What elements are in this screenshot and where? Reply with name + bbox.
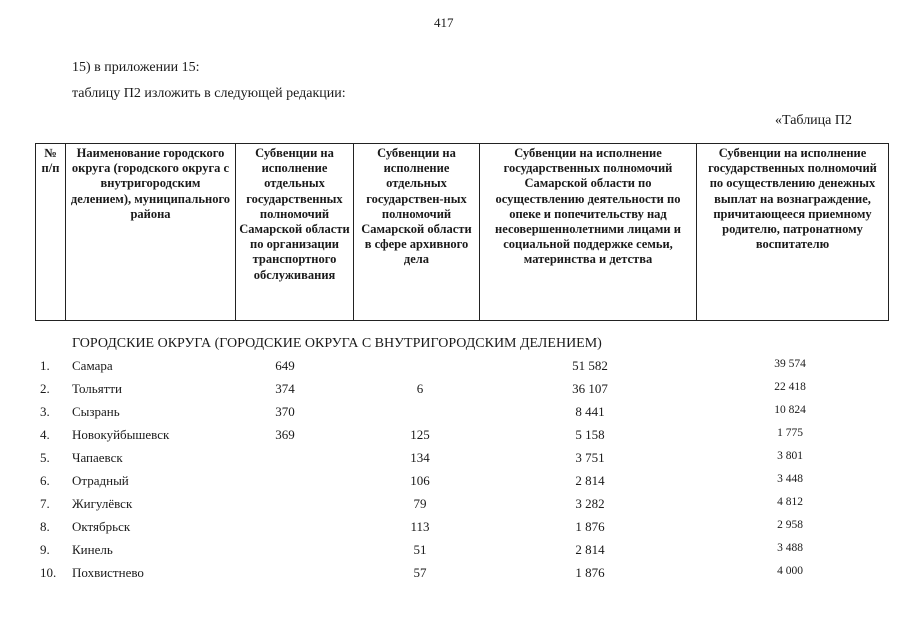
row-guardianship-value: 1 876 (575, 565, 605, 580)
row-archive-value: 106 (410, 473, 430, 488)
row-foster-payments-value: 3 488 (777, 542, 803, 554)
row-archive-value: 6 (416, 381, 424, 396)
table-row (0, 542, 905, 562)
row-name: Кинель (72, 542, 113, 557)
row-archive-value: 51 (413, 542, 427, 557)
row-guardianship-value: 2 814 (575, 473, 605, 488)
row-foster-payments-value: 39 574 (774, 358, 806, 370)
row-archive-value: 113 (410, 519, 430, 534)
table-row (0, 427, 905, 447)
row-number: 3. (40, 404, 50, 419)
intro-text-line-2: таблицу П2 изложить в следующей редакции: (72, 86, 346, 101)
row-name: Тольятти (72, 381, 123, 396)
table-header (35, 143, 889, 321)
table-row (0, 496, 905, 516)
intro-text-line-1: 15) в приложении 15: (72, 60, 200, 75)
row-number: 7. (40, 496, 50, 511)
table-row (0, 381, 905, 401)
header-num: № п/п (36, 144, 66, 321)
table-row (0, 404, 905, 424)
row-name: Жигулёвск (72, 496, 133, 511)
row-guardianship-value: 8 441 (575, 404, 605, 419)
row-guardianship-value: 3 751 (575, 450, 605, 465)
row-number: 9. (40, 542, 50, 557)
row-transport-value: 369 (275, 427, 295, 442)
row-foster-payments-value: 10 824 (774, 404, 806, 416)
row-foster-payments-value: 22 418 (774, 381, 806, 393)
row-foster-payments-value: 2 958 (777, 519, 803, 531)
row-transport-value: 649 (275, 358, 295, 373)
row-archive-value: 125 (410, 427, 430, 442)
table-row (0, 473, 905, 493)
row-name: Самара (72, 358, 113, 373)
row-number: 8. (40, 519, 50, 534)
table-row (0, 450, 905, 470)
row-guardianship-value: 36 107 (572, 381, 608, 396)
row-archive-value: 57 (413, 565, 427, 580)
table-row (0, 565, 905, 585)
row-foster-payments-value: 4 000 (777, 565, 803, 577)
row-transport-value: 370 (275, 404, 295, 419)
row-foster-payments-value: 3 801 (777, 450, 803, 462)
header-foster-payments: Субвенции на исполнение государственных полномочий по осуществлению денежных выплат на вознаграждение, причитающееся приемному родителю, патронатному воспитателю (697, 144, 889, 321)
row-guardianship-value: 2 814 (575, 542, 605, 557)
row-number: 6. (40, 473, 50, 488)
table-caption: «Таблица П2 (775, 113, 852, 128)
row-name: Чапаевск (72, 450, 123, 465)
row-archive-value: 79 (413, 496, 427, 511)
row-number: 5. (40, 450, 50, 465)
row-number: 2. (40, 381, 50, 396)
row-number: 4. (40, 427, 50, 442)
row-foster-payments-value: 4 812 (777, 496, 803, 508)
row-archive-value: 134 (410, 450, 430, 465)
row-number: 10. (40, 565, 57, 580)
row-foster-payments-value: 1 775 (777, 427, 803, 439)
row-name: Отрадный (72, 473, 129, 488)
row-guardianship-value: 51 582 (572, 358, 608, 373)
header-transport: Субвенции на исполнение отдельных государственных полномочий Самарской области по организации транспортного обслуживания (236, 144, 354, 321)
page-number: 417 (434, 15, 454, 30)
table-row (0, 519, 905, 539)
row-foster-payments-value: 3 448 (777, 473, 803, 485)
header-guardianship: Субвенции на исполнение государственных полномочий Самарской области по осуществлению деятельности по опеке и попечительству над несовершеннолетними лицами и социальной поддержке семьи, материнства и детства (480, 144, 697, 321)
row-name: Похвистнево (72, 565, 144, 580)
header-archive: Субвенции на исполнение отдельных государствен-ных полномочий Самарской области в сфере архивного дела (354, 144, 480, 321)
row-number: 1. (40, 358, 50, 373)
row-name: Новокуйбышевск (72, 427, 170, 442)
row-name: Октябрьск (72, 519, 131, 534)
table-row (0, 358, 905, 378)
header-name: Наименование городского округа (городского округа с внутригородским делением), муниципального района (66, 144, 236, 321)
row-guardianship-value: 3 282 (575, 496, 605, 511)
row-name: Сызрань (72, 404, 120, 419)
section-title: ГОРОДСКИЕ ОКРУГА (ГОРОДСКИЕ ОКРУГА С ВНУТРИГОРОДСКИМ ДЕЛЕНИЕМ) (72, 336, 602, 351)
row-guardianship-value: 1 876 (575, 519, 605, 534)
row-guardianship-value: 5 158 (575, 427, 605, 442)
row-transport-value: 374 (275, 381, 295, 396)
